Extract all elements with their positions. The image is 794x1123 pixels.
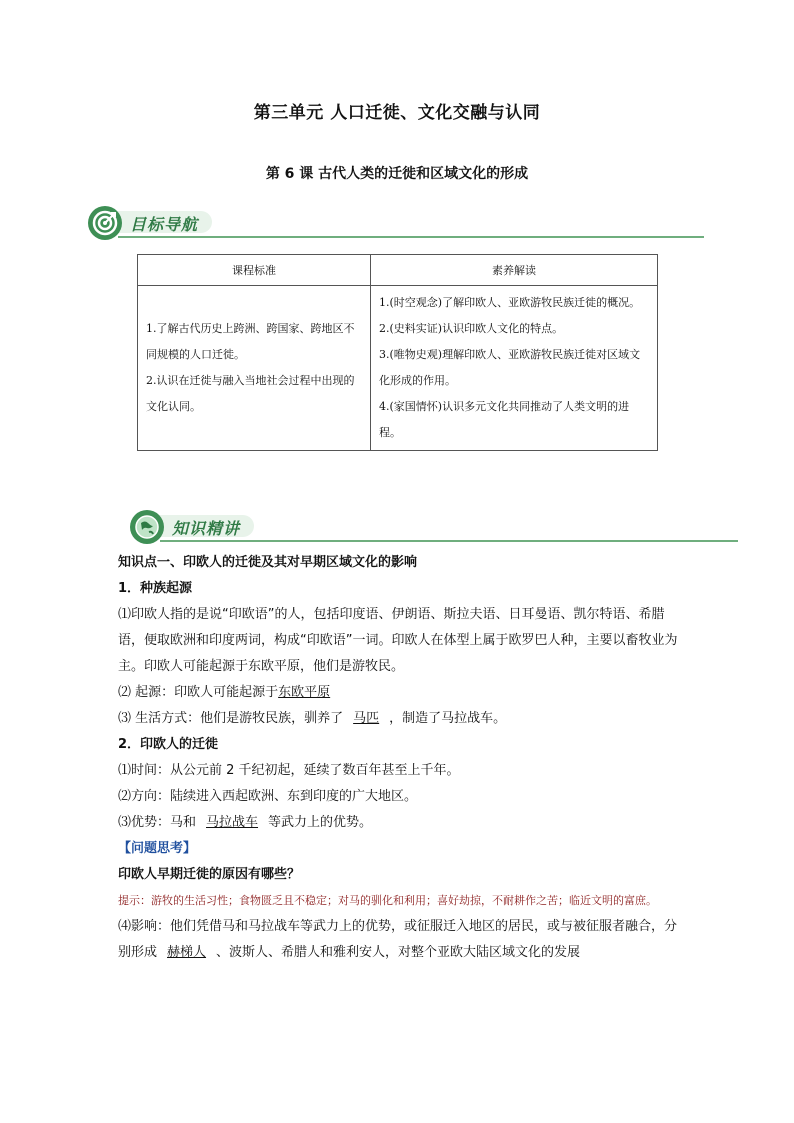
globe-icon xyxy=(130,510,164,544)
knowledge-point-title: 知识点一、印欧人的迁徙及其对早期区域文化的影响 xyxy=(118,555,418,570)
knowledge-banner xyxy=(130,510,738,544)
table-row xyxy=(138,286,658,451)
paragraph: ⑶ 生活方式：他们是游牧民族，驯养了 马匹 ，制造了马拉战车。 xyxy=(118,711,507,726)
table-header-standards: 课程标准 xyxy=(138,255,371,286)
answer-blank: 马拉战车 xyxy=(206,815,259,830)
literacy-item: 2.(史料实证)认识印欧人文化的特点。 xyxy=(379,322,564,335)
lesson-title: 第 6 课 古代人类的迁徙和区域文化的形成 xyxy=(265,166,529,182)
question-tag: 【问题思考】 xyxy=(118,841,197,856)
hint-text: 提示：游牧的生活习性；食物匮乏且不稳定；对马的驯化和利用；喜好劫掠，不耐耕作之苦；临近文明的富庶。 xyxy=(118,894,657,907)
paragraph: ⑴时间：从公元前 2 千纪初起，延续了数百年甚至上千年。 xyxy=(118,763,460,778)
standards-table xyxy=(137,254,658,451)
goals-label: 目标导航 xyxy=(130,215,199,234)
banner-divider xyxy=(118,236,704,238)
paragraph: ⑵ 起源：印欧人可能起源于东欧平原 xyxy=(118,685,331,700)
unit-title: 第三单元 人口迁徙、文化交融与认同 xyxy=(253,103,541,123)
paragraph: ⑴印欧人指的是说“印欧语”的人，包括印度语、伊朗语、斯拉夫语、日耳曼语、凯尔特语、希腊语，便取欧洲和印度两词，构成“印欧语”一词。印欧人在体型上属于欧罗巴人种，主要以畜牧业为主。印欧人可能起源于东欧平原，他们是游牧民。 xyxy=(118,607,678,674)
table-header-literacy: 素养解读 xyxy=(371,255,658,286)
lesson-content xyxy=(118,550,678,966)
banner-divider xyxy=(160,540,738,542)
paragraph: ⑷影响：他们凭借马和马拉战车等武力上的优势，或征服迁入地区的居民，或与被征服者融合，分别形成 赫梯人 、波斯人、希腊人和雅利安人，对整个亚欧大陆区域文化的发展 xyxy=(118,919,678,960)
goals-banner xyxy=(88,206,704,240)
standard-item: 2.认识在迁徙与融入当地社会过程中出现的文化认同。 xyxy=(146,374,355,413)
answer-blank: 东欧平原 xyxy=(278,685,331,700)
subsection-title: 2．印欧人的迁徙 xyxy=(118,737,219,752)
table-header-row xyxy=(138,255,658,286)
paragraph: ⑶优势：马和 马拉战车 等武力上的优势。 xyxy=(118,815,373,830)
standards-cell xyxy=(138,286,371,451)
standard-item: 1.了解古代历史上跨洲、跨国家、跨地区不同规模的人口迁徙。 xyxy=(146,322,355,361)
literacy-item: 1.(时空观念)了解印欧人、亚欧游牧民族迁徙的概况。 xyxy=(379,296,641,309)
answer-blank: 马匹 xyxy=(353,711,380,726)
question-text: 印欧人早期迁徙的原因有哪些？ xyxy=(118,867,301,882)
target-icon xyxy=(88,206,122,240)
knowledge-label: 知识精讲 xyxy=(172,519,241,538)
answer-blank: 赫梯人 xyxy=(167,945,207,960)
subsection-title: 1．种族起源 xyxy=(118,581,193,596)
paragraph: ⑵方向：陆续进入西起欧洲、东到印度的广大地区。 xyxy=(118,789,418,804)
literacy-cell xyxy=(371,286,658,451)
literacy-item: 3.(唯物史观)理解印欧人、亚欧游牧民族迁徙对区域文化形成的作用。 xyxy=(379,348,641,387)
literacy-item: 4.(家国情怀)认识多元文化共同推动了人类文明的进程。 xyxy=(379,400,630,439)
